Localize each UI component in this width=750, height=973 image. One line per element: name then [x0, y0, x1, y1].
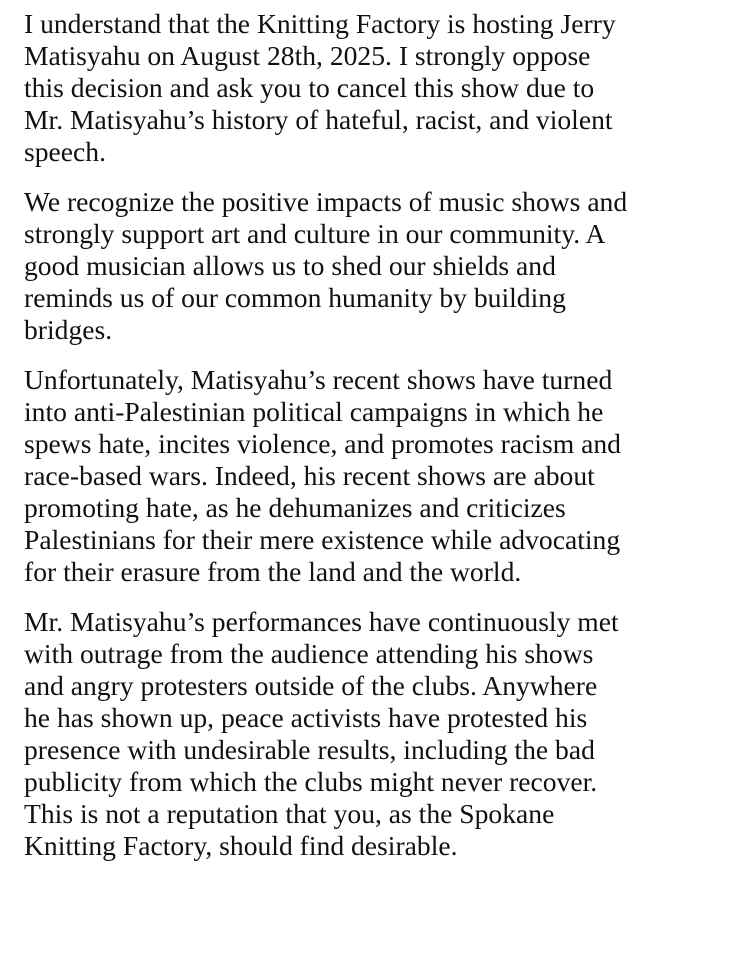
text-line: presence with undesirable results, including the bad — [24, 734, 595, 765]
text-line: Mr. Matisyahu’s history of hateful, racist, and violent — [24, 104, 613, 135]
text-line: good musician allows us to shed our shields and — [24, 250, 556, 281]
paragraph-4 — [24, 606, 736, 862]
text-line: strongly support art and culture in our community. A — [24, 218, 606, 249]
paragraph-3 — [24, 364, 736, 588]
paragraph-1 — [24, 8, 736, 168]
text-line: This is not a reputation that you, as the Spokane — [24, 798, 555, 829]
text-line: spews hate, incites violence, and promotes racism and — [24, 428, 621, 459]
text-line: Unfortunately, Matisyahu’s recent shows have turned — [24, 364, 613, 395]
text-line: promoting hate, as he dehumanizes and criticizes — [24, 492, 566, 523]
text-line: with outrage from the audience attending his shows — [24, 638, 594, 669]
text-line: Matisyahu on August 28th, 2025. I strongly oppose — [24, 40, 591, 71]
text-line: Palestinians for their mere existence while advocating — [24, 524, 621, 555]
text-line: publicity from which the clubs might never recover. — [24, 766, 598, 797]
text-line: We recognize the positive impacts of music shows and — [24, 186, 628, 217]
text-line: he has shown up, peace activists have protested his — [24, 702, 588, 733]
text-line: bridges. — [24, 314, 113, 345]
text-line: Knitting Factory, should find desirable. — [24, 830, 458, 861]
paragraph-2 — [24, 186, 736, 346]
text-line: this decision and ask you to cancel this show due to — [24, 72, 595, 103]
text-line: and angry protesters outside of the clubs. Anywhere — [24, 670, 598, 701]
text-line: I understand that the Knitting Factory is hosting Jerry — [24, 8, 616, 39]
text-line: for their erasure from the land and the world. — [24, 556, 522, 587]
letter-body — [24, 8, 736, 880]
text-line: speech. — [24, 136, 106, 167]
text-line: into anti-Palestinian political campaigns in which he — [24, 396, 604, 427]
text-line: reminds us of our common humanity by building — [24, 282, 566, 313]
text-line: Mr. Matisyahu’s performances have continuously met — [24, 606, 619, 637]
text-line: race-based wars. Indeed, his recent shows are about — [24, 460, 595, 491]
